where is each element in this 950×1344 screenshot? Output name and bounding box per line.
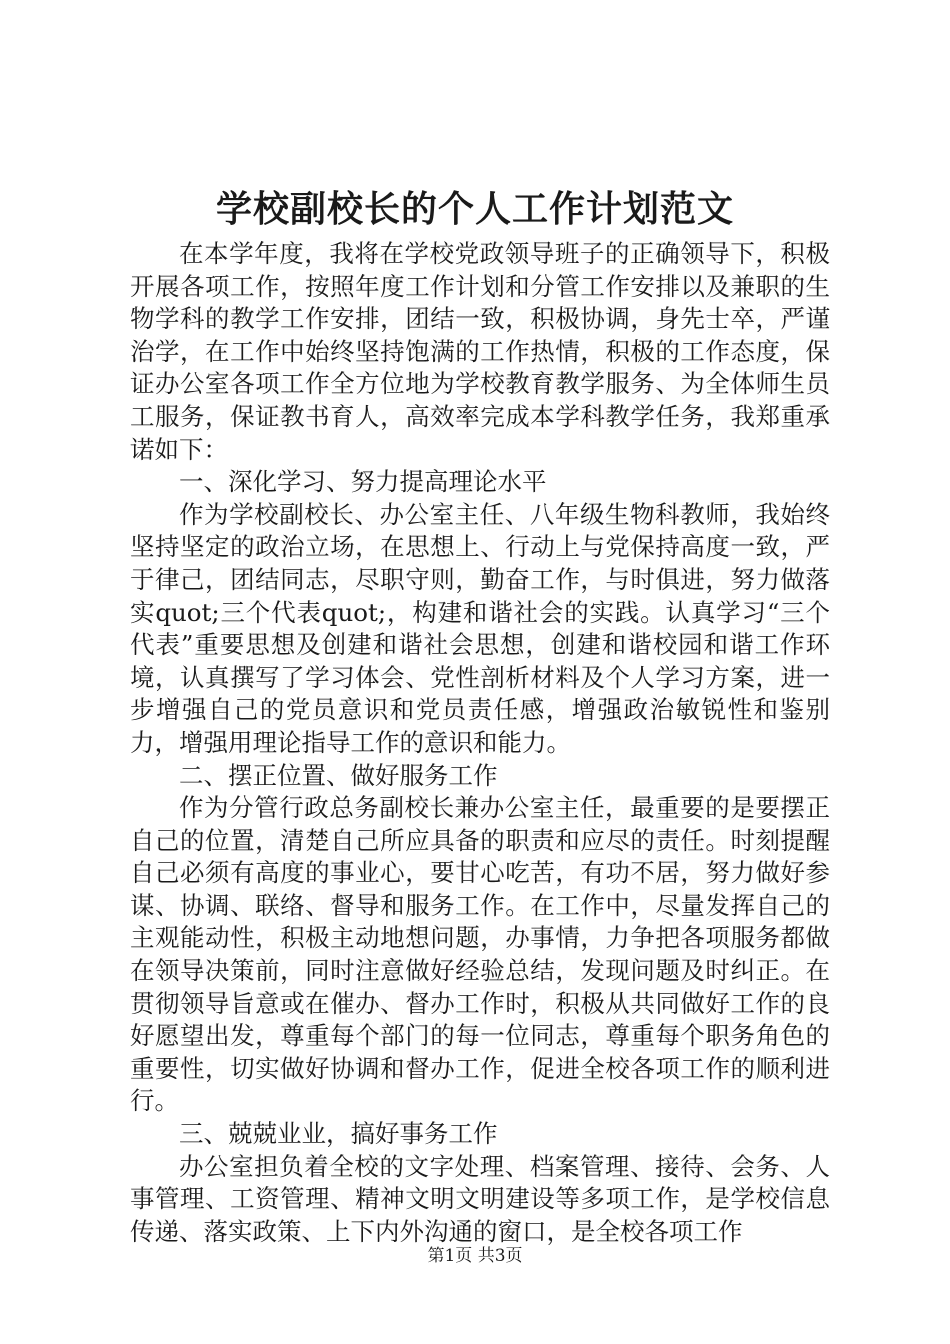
section-heading-3: 三、兢兢业业，搞好事务工作 (179, 1119, 498, 1149)
paragraph-section-3: 办公室担负着全校的文字处理、档案管理、接待、会务、人事管理、工资管理、精神文明文明建设等多项工作，是学校信息传递、落实政策、上下内外沟通的窗口，是全校各项工作 (130, 1151, 830, 1246)
paragraph-intro: 在本学年度，我将在学校党政领导班子的正确领导下，积极开展各项工作，按照年度工作计划和分管工作安排以及兼职的生物学科的教学工作安排，团结一致，积极协调，身先士卒，严谨治学，在工作中始终坚持饱满的工作热情，积极的工作态度，保证办公室各项工作全方位地为学校教育教学服务、为全体师生员工服务，保证教书育人，高效率完成本学科教学任务，我郑重承诺如下： (130, 239, 830, 464)
paragraph-section-1: 作为学校副校长、办公室主任、八年级生物科教师，我始终坚持坚定的政治立场，在思想上、行动上与党保持高度一致，严于律己，团结同志，尽职守则，勤奋工作，与时俱进，努力做落实quot;三个代表quot;，构建和谐社会的实践。认真学习“三个代表”重要思想及创建和谐社会思想，创建和谐校园和谐工作环境，认真撰写了学习体会、党性剖析材料及个人学习方案，进一步增强自己的党员意识和党员责任感，增强政治敏锐性和鉴别力，增强用理论指导工作的意识和能力。 (130, 499, 830, 757)
section-heading-2: 二、摆正位置、做好服务工作 (179, 760, 498, 790)
page-footer: 第1页 共3页 (427, 1246, 523, 1266)
paragraph-section-2: 作为分管行政总务副校长兼办公室主任，最重要的是要摆正自己的位置，清楚自己所应具备的职责和应尽的责任。时刻提醒自己必须有高度的事业心，要甘心吃苦，有功不居，努力做好参谋、协调、联络、督导和服务工作。在工作中，尽量发挥自己的主观能动性，积极主动地想问题，办事情，力争把各项服务都做在领导决策前，同时注意做好经验总结，发现问题及时纠正。在贯彻领导旨意或在催办、督办工作时，积极从共同做好工作的良好愿望出发，尊重每个部门的每一位同志，尊重每个职务角色的重要性，切实做好协调和督办工作，促进全校各项工作的顺利进行。 (130, 793, 830, 1116)
document-body (130, 238, 830, 1248)
document-title: 学校副校长的个人工作计划范文 (215, 188, 734, 230)
section-heading-1: 一、深化学习、努力提高理论水平 (179, 467, 547, 497)
